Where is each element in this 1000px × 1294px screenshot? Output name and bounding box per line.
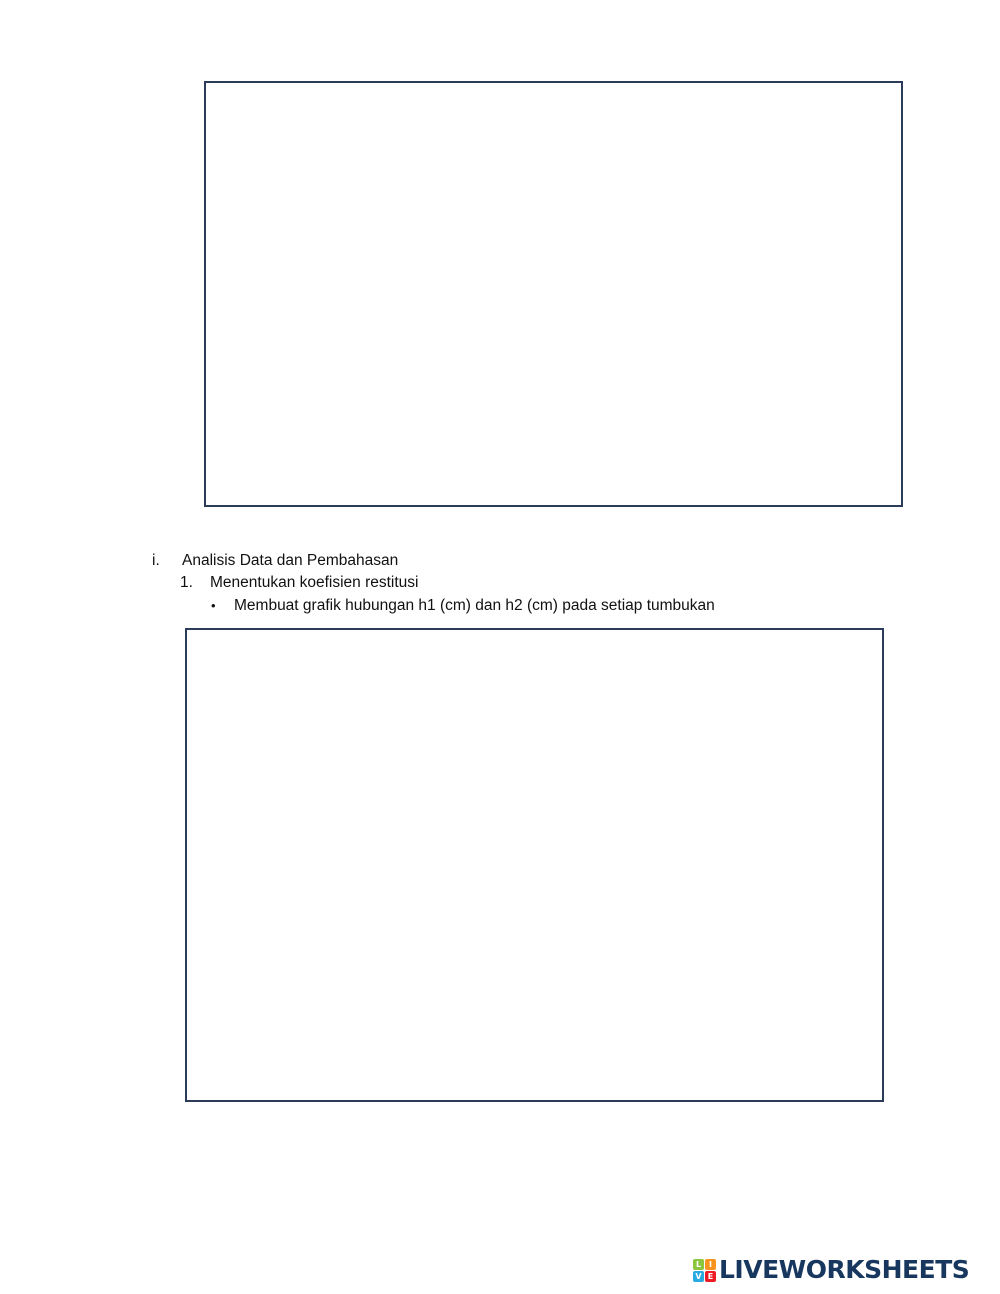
bullet-text: Membuat grafik hubungan h1 (cm) dan h2 (cm) pada setiap tumbukan xyxy=(234,597,715,614)
logo-tile: V xyxy=(693,1271,704,1282)
liveworksheets-logo xyxy=(693,1255,969,1285)
answer-box-graph[interactable] xyxy=(185,628,884,1102)
logo-tile: E xyxy=(705,1271,716,1282)
section-marker: i. xyxy=(152,552,160,569)
bullet-icon: • xyxy=(211,598,216,613)
logo-tile: I xyxy=(705,1259,716,1270)
item-marker: 1. xyxy=(180,574,193,591)
logo-tile: L xyxy=(693,1259,704,1270)
section-title: Analisis Data dan Pembahasan xyxy=(182,552,399,569)
item-title: Menentukan koefisien restitusi xyxy=(210,574,419,591)
logo-icon xyxy=(693,1259,716,1282)
logo-text: LIVEWORKSHEETS xyxy=(719,1255,970,1284)
answer-box-top[interactable] xyxy=(204,81,903,507)
